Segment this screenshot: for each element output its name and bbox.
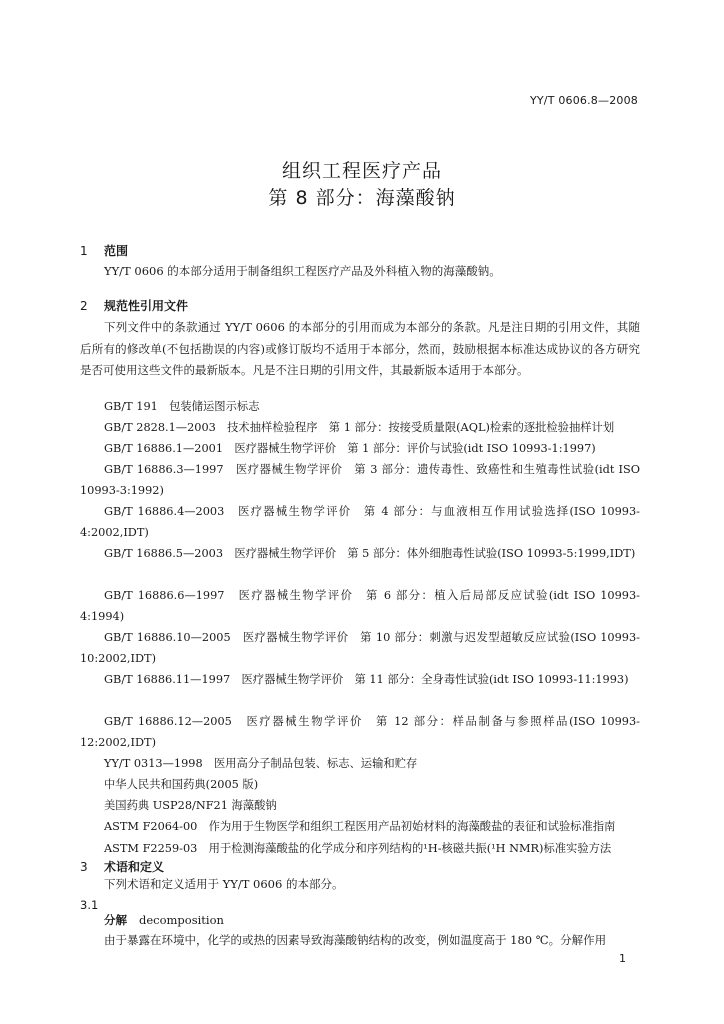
reference-item: YY/T 0313—1998 医用高分子制品包装、标志、运输和贮存	[104, 757, 418, 770]
term-number: 3.1	[80, 898, 99, 912]
term-heading	[104, 912, 224, 928]
standard-code: YY/T 0606.8—2008	[529, 94, 638, 107]
reference-item: GB/T 16886.4—2003 医疗器械生物学评价 第 4 部分：与血液相互作用试验选择(ISO 10993-4:2002,IDT)	[80, 505, 640, 540]
page-number: 1	[619, 952, 626, 965]
reference-item: GB/T 16886.12—2005 医疗器械生物学评价 第 12 部分：样品制备与参照样品(ISO 10993-12:2002,IDT)	[80, 715, 640, 750]
reference-item: ASTM F2064-00 作为用于生物医学和组织工程医用产品初始材料的海藻酸盐的表征和试验标准指南	[104, 820, 616, 833]
document-title-line1: 组织工程医疗产品	[281, 160, 442, 182]
section-3-intro: 下列术语和定义适用于 YY/T 0606 的本部分。	[104, 877, 344, 891]
reference-item: GB/T 191 包装储运图示标志	[104, 400, 260, 413]
section-1-number: 1	[80, 244, 88, 258]
section-2-intro: 下列文件中的条款通过 YY/T 0606 的本部分的引用而成为本部分的条款。凡是注日期的引用文件，其随后所有的修改单(不包括勘误的内容)或修订版均不适用于本部分，然而，鼓励根据本标准达成协议的各方研究是否可使用这些文件的最新版本。凡是不注日期的引用文件，其最新版本适用于本部分。	[80, 320, 640, 377]
term-definition: 由于暴露在环境中，化学的或热的因素导致海藻酸钠结构的改变，例如温度高于 180 ℃。分解作用	[104, 933, 607, 947]
section-1-heading	[80, 242, 128, 259]
reference-item: 中华人民共和国药典(2005 版)	[104, 778, 259, 791]
section-2-number: 2	[80, 299, 88, 313]
reference-item: 美国药典 USP28/NF21 海藻酸钠	[104, 799, 277, 812]
section-2-heading	[80, 297, 188, 314]
section-1-title: 范围	[104, 244, 129, 258]
section-1-text: YY/T 0606 的本部分适用于制备组织工程医疗产品及外科植入物的海藻酸钠。	[104, 264, 501, 278]
term-chinese: 分解	[104, 913, 127, 927]
reference-item: GB/T 2828.1—2003 技术抽样检验程序 第 1 部分：按接受质量限(AQL)检索的逐批检验抽样计划	[104, 421, 615, 434]
reference-item: GB/T 16886.3—1997 医疗器械生物学评价 第 3 部分：遗传毒性、致癌性和生殖毒性试验(idt ISO 10993-3:1992)	[80, 463, 640, 498]
section-3-number: 3	[80, 860, 88, 874]
reference-item: GB/T 16886.10—2005 医疗器械生物学评价 第 10 部分：刺激与迟发型超敏反应试验(ISO 10993-10:2002,IDT)	[80, 631, 640, 666]
reference-item: GB/T 16886.5—2003 医疗器械生物学评价 第 5 部分：体外细胞毒性试验(ISO 10993-5:1999,IDT)	[104, 547, 636, 560]
reference-item: GB/T 16886.6—1997 医疗器械生物学评价 第 6 部分：植入后局部反应试验(idt ISO 10993-4:1994)	[80, 589, 640, 624]
section-2-title: 规范性引用文件	[104, 299, 189, 313]
section-3-title: 术语和定义	[104, 860, 165, 874]
section-3-heading	[80, 858, 164, 875]
reference-item: GB/T 16886.1—2001 医疗器械生物学评价 第 1 部分：评价与试验(idt ISO 10993-1:1997)	[104, 442, 596, 455]
reference-item: GB/T 16886.11—1997 医疗器械生物学评价 第 11 部分：全身毒性试验(idt ISO 10993-11:1993)	[104, 673, 629, 686]
reference-item: ASTM F2259-03 用于检测海藻酸盐的化学成分和序列结构的¹H-核磁共振(¹H NMR)标准实验方法	[104, 842, 612, 855]
term-english: decomposition	[139, 913, 224, 927]
document-title-line2: 第 8 部分：海藻酸钠	[268, 187, 456, 209]
